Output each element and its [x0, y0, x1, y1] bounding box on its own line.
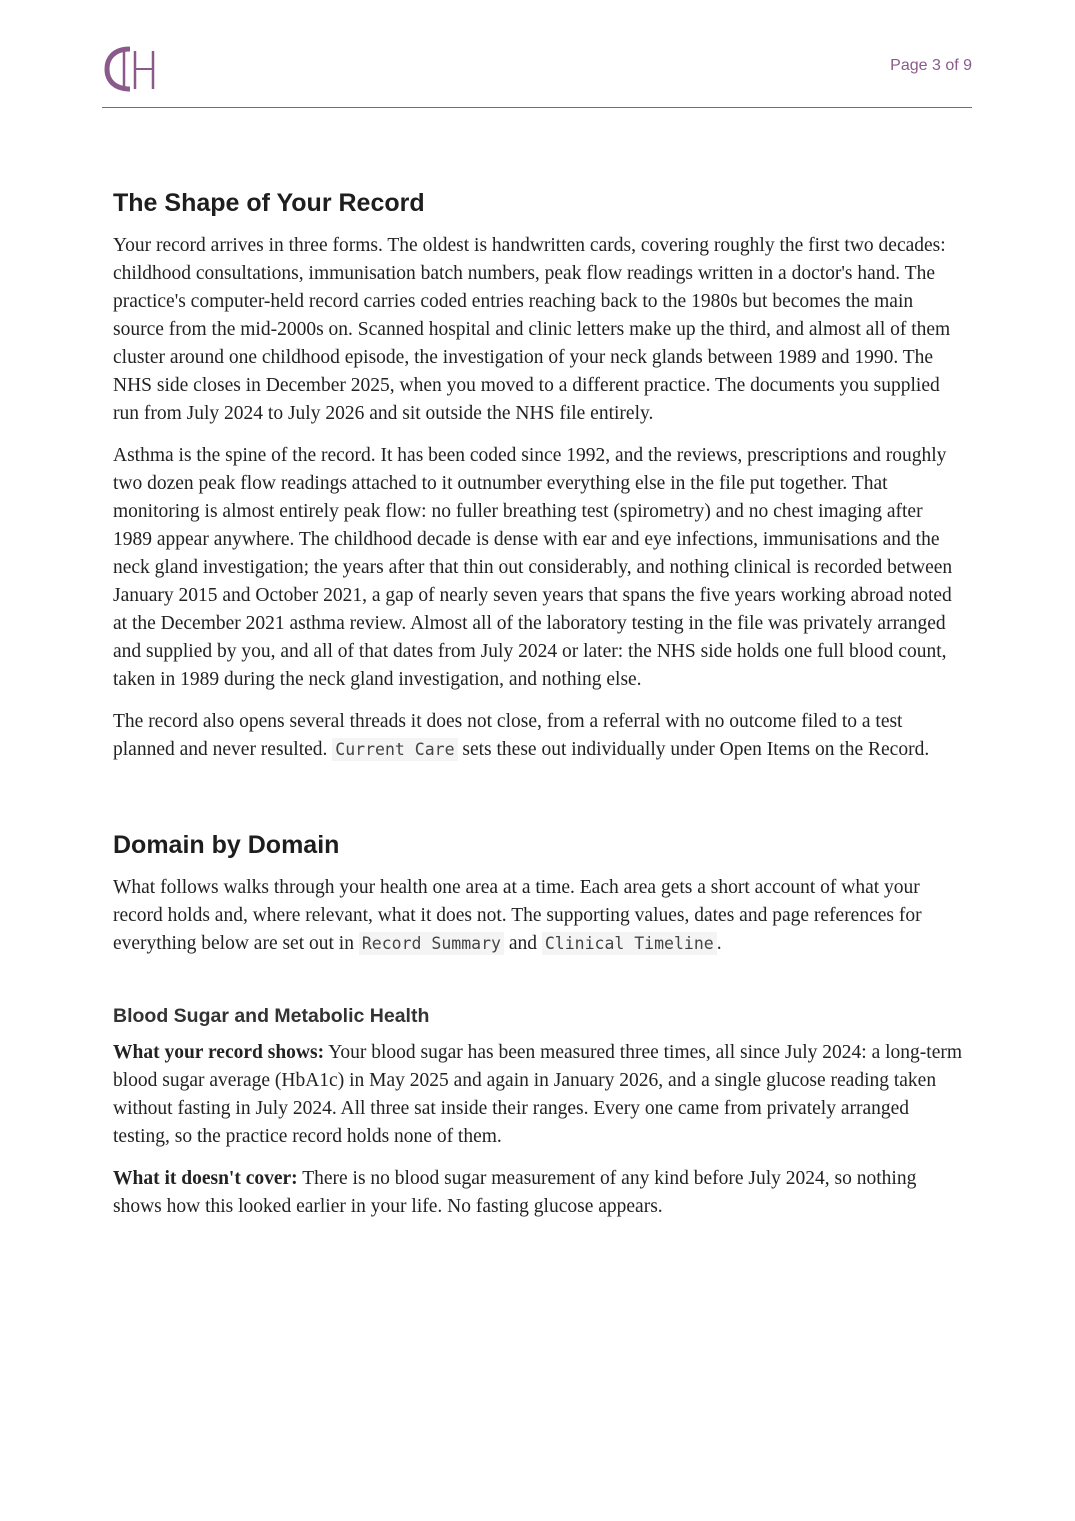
paragraph-record-forms: Your record arrives in three forms. The oldest is handwritten cards, covering roughly the first two decades: childhood consultations, immunisation batch numbers, peak flow readings written in a doctor's hand. The practice's computer-held record carries coded entries reaching back to the 1980s but becomes the main source from the mid-2000s on. Scanned hospital and clinic letters make up the third, and almost all of them cluster around one childhood episode, the investigation of your neck glands between 1989 and 1990. The NHS side closes in December 2025, when you moved to a different practice. The documents you supplied run from July 2024 to July 2026 and sit outside the NHS file entirely. [113, 235, 951, 424]
text-run: Your blood sugar has been measured three times, all since July 2024: a long-term blood sugar average (HbA1c) in May 2025 and again in January 2026, and a single glucose reading taken without fasting in July 2024. All three sat inside their ranges. Every one came from privately arranged testing, so the practice record holds none of them. [113, 1042, 963, 1147]
page-header [102, 40, 972, 108]
paragraph-open-threads [113, 708, 965, 764]
section-heading-domain-by-domain: Domain by Domain [113, 831, 340, 859]
page-number: Page 3 of 9 [890, 57, 972, 74]
paragraph-record-shows [113, 1039, 965, 1151]
label-what-it-doesnt-cover: What it doesn't cover: [113, 1168, 298, 1189]
section-heading-shape-of-record: The Shape of Your Record [113, 189, 425, 217]
inline-code-clinical-timeline: Clinical Timeline [542, 932, 717, 955]
label-what-record-shows: What your record shows: [113, 1042, 325, 1063]
paragraph-does-not-cover [113, 1165, 965, 1221]
text-run: . [716, 933, 722, 954]
text-run: There is no blood sugar measurement of any kind before July 2024, so nothing shows how this looked earlier in your life. No fasting glucose appears. [113, 1168, 917, 1217]
text-run: What follows walks through your health one area at a time. Each area gets a short account of what your record holds and, where relevant, what it does not. The supporting values, dates and page references for everything below are set out in [113, 877, 922, 954]
text-run: and [503, 933, 542, 954]
paragraph-domain-intro [113, 874, 965, 958]
inline-code-current-care: Current Care [332, 738, 457, 761]
subsection-heading-blood-sugar: Blood Sugar and Metabolic Health [113, 1005, 430, 1027]
inline-code-record-summary: Record Summary [359, 932, 504, 955]
text-run: The record also opens several threads it does not close, from a referral with no outcome filed to a test planned and never resulted. [113, 711, 903, 760]
ch-monogram-logo [104, 45, 160, 93]
text-run: sets these out individually under Open Items on the Record. [457, 739, 930, 760]
paragraph-asthma-spine: Asthma is the spine of the record. It has been coded since 1992, and the reviews, prescriptions and roughly two dozen peak flow readings attached to it outnumber everything else in the file put together. That monitoring is almost entirely peak flow: no fuller breathing test (spirometry) and no chest imaging after 1989 appear anywhere. The childhood decade is dense with ear and eye infections, immunisations and the neck gland investigation; the years after that thin out considerably, and nothing clinical is recorded between January 2015 and October 2021, a gap of nearly seven years that spans the five years working abroad noted at the December 2021 asthma review. Almost all of the laboratory testing in the file was privately arranged and supplied by you, and all of that dates from July 2024 or later: the NHS side holds one full blood count, taken in 1989 during the neck gland investigation, and nothing else. [113, 445, 953, 690]
document-body [113, 188, 965, 1235]
